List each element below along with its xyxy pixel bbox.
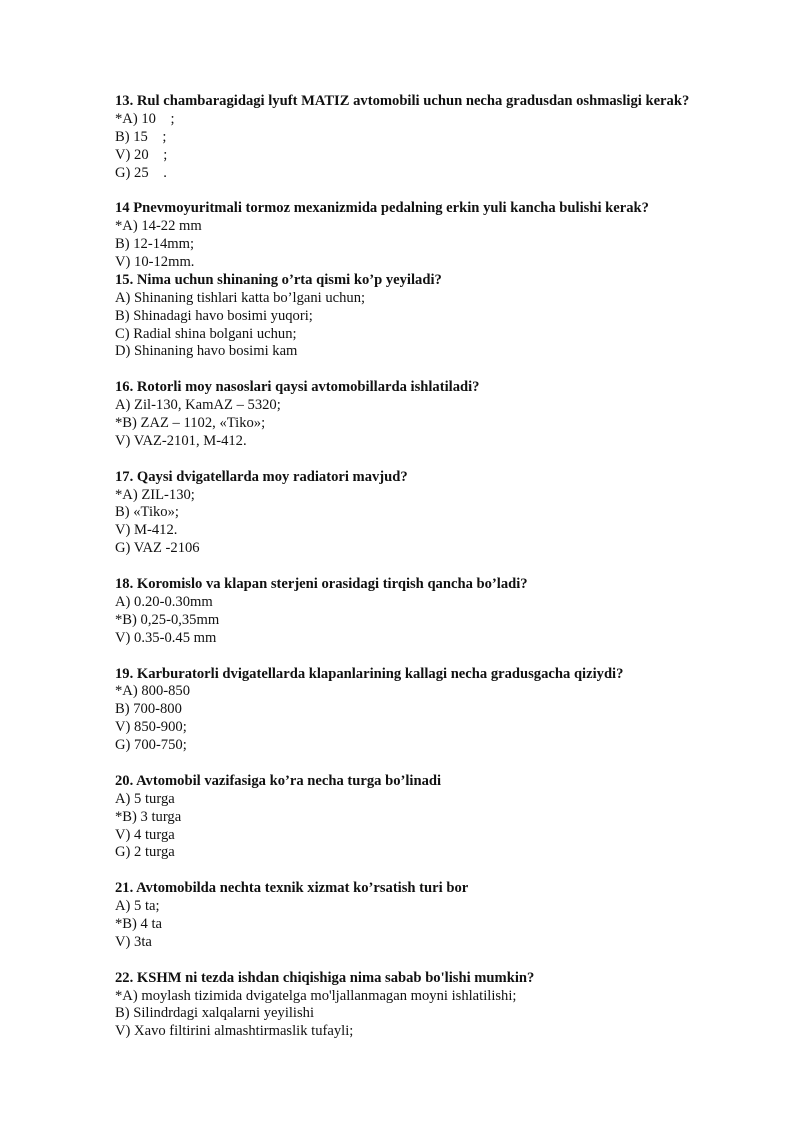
answer-option: V) 3ta (115, 933, 152, 950)
spacer (115, 755, 755, 773)
document-page (115, 93, 755, 1041)
answer-option: V) 4 turga (115, 826, 175, 843)
spacer (115, 952, 755, 970)
answer-option: *A) 800-850 (115, 683, 190, 700)
answer-option: V) 10-12mm. (115, 254, 195, 271)
answer-option: V) 20 ; (115, 146, 168, 163)
question-block-18 (115, 576, 755, 648)
question-title: 15. Nima uchun shinaning o’rta qismi ko’p yeyiladi? (115, 271, 442, 288)
question-title: 13. Rul chambaragidagi lyuft MATIZ avtomobili uchun necha gradusdan oshmasligi kerak? (115, 93, 690, 109)
question-title: 14 Pnevmoyuritmali tormoz mexanizmida pedalning erkin yuli kancha bulishi kerak? (115, 200, 649, 217)
question-block-16 (115, 379, 755, 451)
answer-option: *A) 10 ; (115, 110, 175, 127)
spacer (115, 648, 755, 666)
answer-option: G) VAZ -2106 (115, 540, 200, 557)
question-block-15 (115, 272, 755, 361)
answer-option: A) Shinaning tishlari katta bo’lgani uchun; (115, 289, 366, 306)
answer-option: *A) moylash tizimida dvigatelga mo'ljallanmagan moyni ishlatilishi; (115, 987, 517, 1004)
answer-option: *B) ZAZ – 1102, «Tiko»; (115, 415, 266, 432)
answer-option: V) 850-900; (115, 719, 187, 736)
question-block-22 (115, 970, 755, 1042)
question-block-20 (115, 773, 755, 862)
answer-option: B) 12-14mm; (115, 236, 195, 253)
answer-option: C) Radial shina bolgani uchun; (115, 325, 297, 342)
answer-option: B) 15 ; (115, 128, 167, 145)
answer-option: V) VAZ-2101, M-412. (115, 432, 247, 449)
spacer (115, 451, 755, 469)
answer-option: G) 2 turga (115, 844, 175, 861)
question-title: 21. Avtomobilda nechta texnik xizmat ko’rsatish turi bor (115, 880, 469, 897)
answer-option: B) «Tiko»; (115, 504, 179, 521)
answer-option: V) Xavo filtirini almashtirmaslik tufayli; (115, 1023, 354, 1040)
spacer (115, 558, 755, 576)
answer-option: A) 5 ta; (115, 898, 160, 915)
answer-option: B) 700-800 (115, 701, 182, 718)
spacer (115, 862, 755, 880)
answer-option: G) 25 . (115, 164, 167, 181)
question-title: 19. Karburatorli dvigatellarda klapanlarining kallagi necha gradusgacha qiziydi? (115, 665, 624, 682)
answer-option: G) 700-750; (115, 737, 187, 754)
answer-option: B) Shinadagi havo bosimi yuqori; (115, 307, 313, 324)
question-title: 17. Qaysi dvigatellarda moy radiatori mavjud? (115, 468, 408, 485)
spacer (115, 182, 755, 200)
question-block-21 (115, 880, 755, 952)
question-title: 18. Koromislo va klapan sterjeni orasidagi tirqish qancha bo’ladi? (115, 576, 528, 593)
answer-option: D) Shinaning havo bosimi kam (115, 343, 298, 360)
answer-option: *A) 14-22 mm (115, 218, 202, 235)
question-block-14 (115, 200, 755, 272)
question-title: 16. Rotorli moy nasoslari qaysi avtomobillarda ishlatiladi? (115, 379, 480, 396)
answer-option: V) M-412. (115, 522, 178, 539)
question-block-17 (115, 469, 755, 558)
answer-option: *B) 4 ta (115, 915, 163, 932)
answer-option: *B) 3 turga (115, 808, 182, 825)
question-block-19 (115, 666, 755, 755)
answer-option: A) 0.20-0.30mm (115, 593, 213, 610)
spacer (115, 361, 755, 379)
answer-option: B) Silindrdagi xalqalarni yeyilishi (115, 1005, 315, 1022)
answer-option: A) 5 turga (115, 790, 175, 807)
question-block-13 (115, 93, 755, 182)
answer-option: V) 0.35-0.45 mm (115, 629, 217, 646)
answer-option: A) Zil-130, KamAZ – 5320; (115, 397, 281, 414)
question-title: 22. KSHM ni tezda ishdan chiqishiga nima sabab bo'lishi mumkin? (115, 969, 535, 986)
question-title: 20. Avtomobil vazifasiga ko’ra necha turga bo’linadi (115, 772, 442, 789)
answer-option: *B) 0,25-0,35mm (115, 611, 220, 628)
answer-option: *A) ZIL-130; (115, 486, 195, 503)
